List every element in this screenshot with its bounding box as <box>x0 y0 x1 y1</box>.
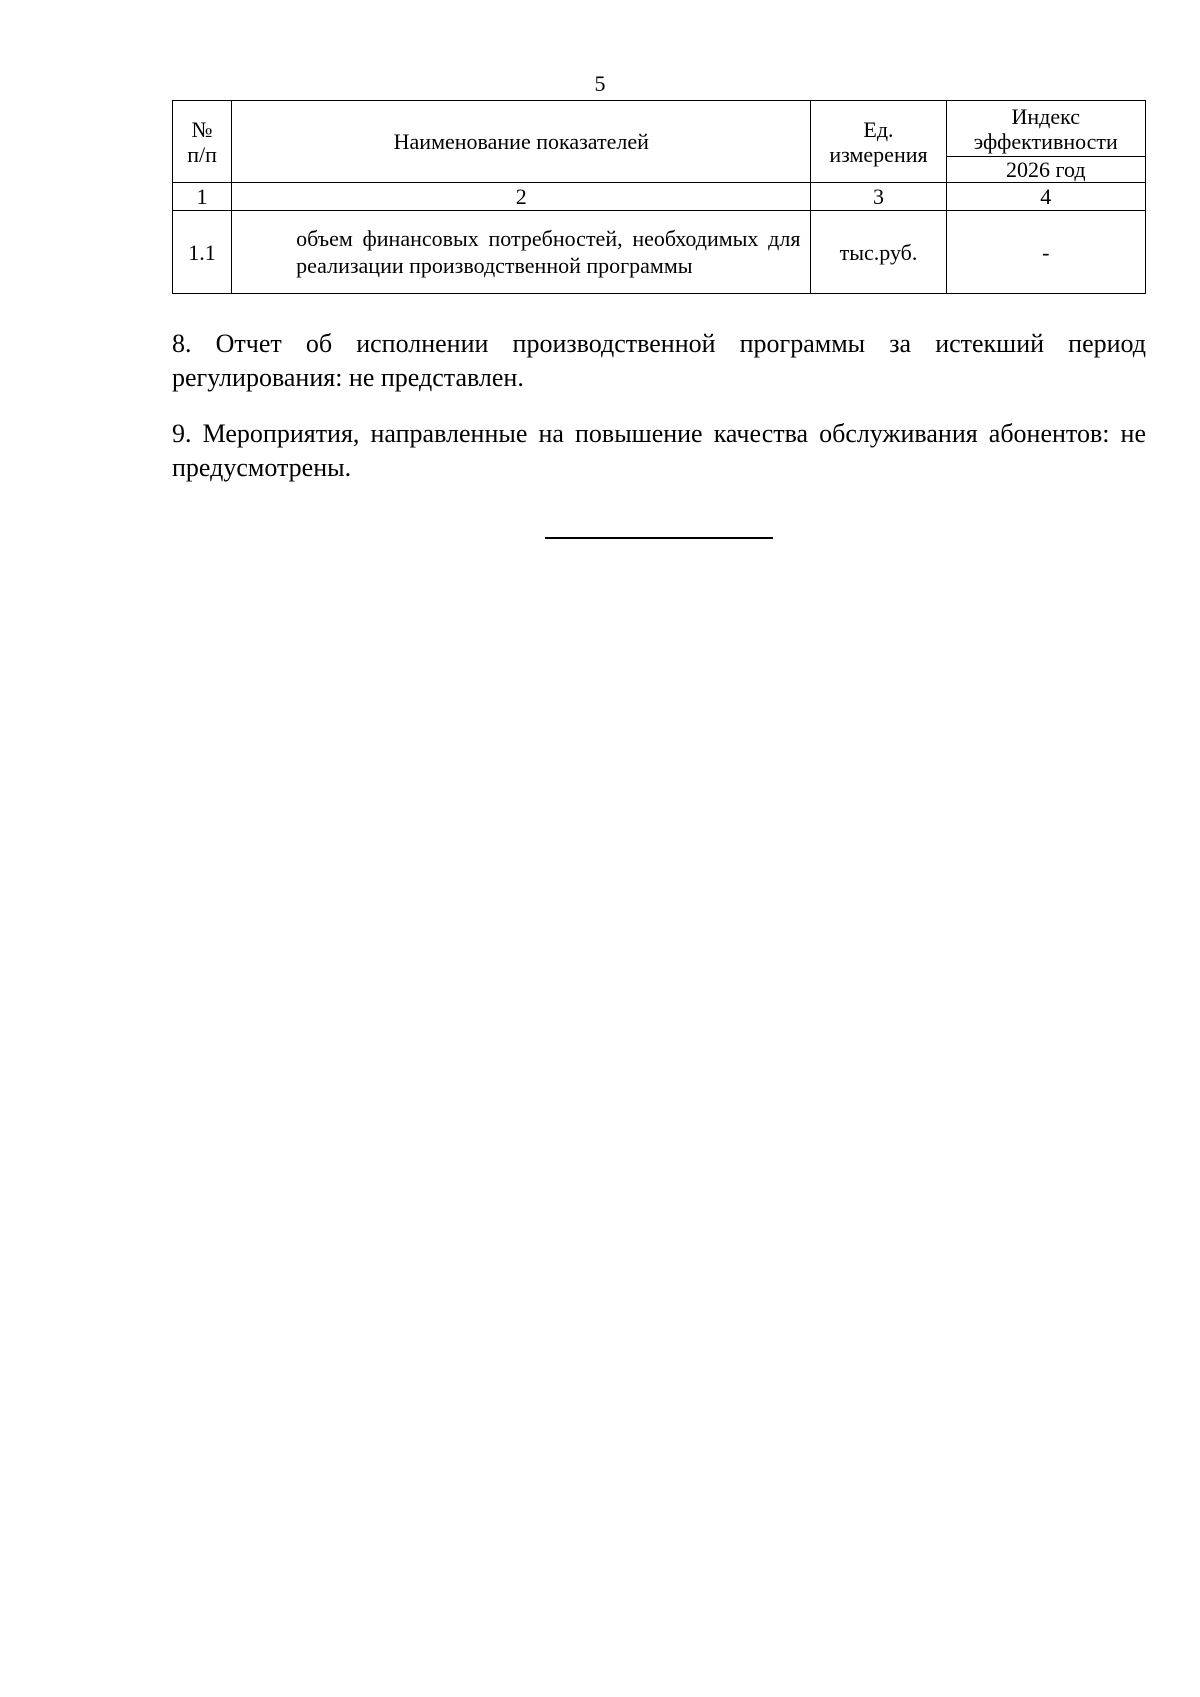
header-year: 2026 год <box>946 157 1145 183</box>
column-number: 4 <box>946 183 1145 211</box>
page-number: 5 <box>594 71 606 96</box>
table-header-row <box>173 101 1146 157</box>
row-value: - <box>946 211 1145 294</box>
column-number: 1 <box>173 183 232 211</box>
column-number: 3 <box>811 183 946 211</box>
row-unit: тыс.руб. <box>811 211 946 294</box>
column-number: 2 <box>232 183 811 211</box>
indicators-table <box>172 100 1146 294</box>
header-unit: Ед. измерения <box>811 101 946 183</box>
separator-line <box>545 537 773 539</box>
header-num: № п/п <box>173 101 232 183</box>
paragraph-9: 9. Мероприятия, направленные на повышение качества обслуживания абонентов: не предусмотрены. <box>172 419 1146 482</box>
header-name: Наименование показателей <box>232 101 811 183</box>
paragraph-8: 8. Отчет об исполнении производственной программы за истекший период регулирования: не представлен. <box>172 329 1146 392</box>
table-row <box>173 211 1146 294</box>
row-name: объем финансовых потребностей, необходимых для реализации производственной программы <box>232 211 811 294</box>
header-index: Индекс эффективности <box>946 101 1145 157</box>
column-numbers-row <box>173 183 1146 211</box>
row-num: 1.1 <box>173 211 232 294</box>
